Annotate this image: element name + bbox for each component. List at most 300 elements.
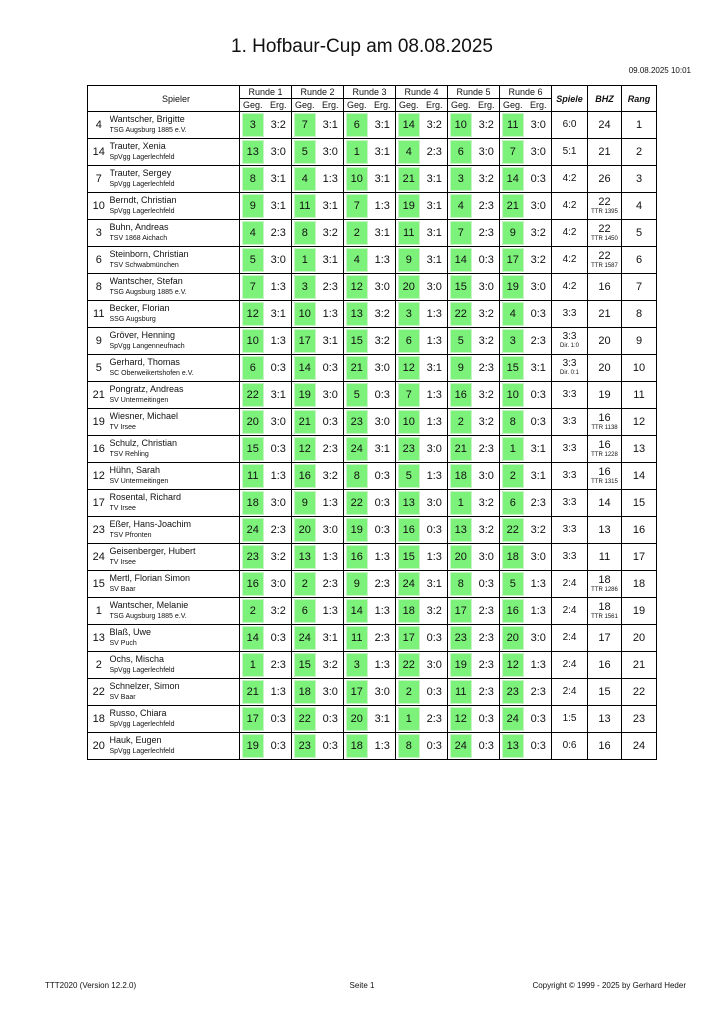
opponent-cell xyxy=(344,382,370,409)
result-cell: 2:3 xyxy=(478,443,494,455)
games-header: Spiele xyxy=(552,86,588,112)
round-header: Runde 2 xyxy=(292,86,344,99)
bhz-cell xyxy=(588,490,622,517)
result-cell: 3:2 xyxy=(426,605,442,617)
opponent-cell xyxy=(448,382,474,409)
opponent-cell xyxy=(240,247,266,274)
opponent-cell xyxy=(500,706,526,733)
opponent-cell xyxy=(292,247,318,274)
player-name: Rosental, Richard xyxy=(109,492,182,502)
opponent-number: 3 xyxy=(294,275,316,299)
result-cell: 1:3 xyxy=(374,200,390,212)
games-value: 3:3 xyxy=(562,389,577,400)
result-cell: 2:3 xyxy=(530,686,546,698)
opponent-number: 7 xyxy=(450,221,472,245)
opponent-number: 14 xyxy=(242,626,264,650)
opponent-number: 17 xyxy=(398,626,420,650)
player-name: Schulz, Christian xyxy=(109,438,178,448)
result-cell: 0:3 xyxy=(270,713,286,725)
opponent-number: 2 xyxy=(502,464,524,488)
table-row xyxy=(88,463,657,490)
opponent-cell xyxy=(240,517,266,544)
table-row xyxy=(88,571,657,598)
opponent-cell xyxy=(240,733,266,760)
player-club: TSV 1868 Aichach xyxy=(109,235,168,242)
result-cell: 3:2 xyxy=(478,416,494,428)
footer-copyright: Copyright © 1999 - 2025 by Gerhard Heder xyxy=(532,981,686,990)
table-row xyxy=(88,328,657,355)
opponent-number: 23 xyxy=(294,734,316,758)
opponent-cell xyxy=(292,166,318,193)
rank-cell: 6 xyxy=(622,247,657,274)
opponent-cell xyxy=(240,706,266,733)
round-header: Runde 5 xyxy=(448,86,500,99)
result-cell: 0:3 xyxy=(530,713,546,725)
opponent-header: Geg. xyxy=(500,99,526,112)
bhz-cell xyxy=(588,220,622,247)
opponent-cell xyxy=(292,193,318,220)
opponent-number: 6 xyxy=(242,356,264,380)
start-number: 22 xyxy=(92,686,105,698)
result-cell: 3:1 xyxy=(530,470,546,482)
opponent-cell xyxy=(396,139,422,166)
opponent-number: 5 xyxy=(450,329,472,353)
opponent-cell xyxy=(500,355,526,382)
table-row xyxy=(88,301,657,328)
player-name: Schnelzer, Simon xyxy=(109,681,180,691)
opponent-number: 10 xyxy=(242,329,264,353)
opponent-cell xyxy=(292,220,318,247)
opponent-number: 14 xyxy=(502,167,524,191)
bhz-cell xyxy=(588,652,622,679)
result-cell: 2:3 xyxy=(478,632,494,644)
player-club: SpVgg Lagerlechfeld xyxy=(109,721,175,728)
bhz-cell xyxy=(588,706,622,733)
result-cell: 3:0 xyxy=(270,416,286,428)
opponent-cell xyxy=(396,625,422,652)
opponent-number: 19 xyxy=(450,653,472,677)
player-name: Wiesner, Michael xyxy=(109,411,179,421)
games-cell xyxy=(552,328,588,355)
opponent-number: 24 xyxy=(346,437,368,461)
opponent-number: 16 xyxy=(398,518,420,542)
opponent-number: 21 xyxy=(294,410,316,434)
opponent-number: 19 xyxy=(242,734,264,758)
opponent-cell xyxy=(292,409,318,436)
opponent-cell xyxy=(500,409,526,436)
result-cell: 3:0 xyxy=(374,362,390,374)
opponent-cell xyxy=(344,409,370,436)
opponent-cell xyxy=(344,193,370,220)
opponent-cell xyxy=(500,490,526,517)
opponent-number: 22 xyxy=(398,653,420,677)
table-row xyxy=(88,490,657,517)
result-cell: 3:0 xyxy=(374,686,390,698)
table-row xyxy=(88,517,657,544)
result-cell: 1:3 xyxy=(530,605,546,617)
opponent-number: 17 xyxy=(502,248,524,272)
result-cell: 3:1 xyxy=(374,443,390,455)
opponent-number: 23 xyxy=(502,680,524,704)
opponent-cell xyxy=(448,490,474,517)
bhz-cell xyxy=(588,571,622,598)
opponent-cell xyxy=(344,652,370,679)
result-cell: 1:3 xyxy=(322,605,338,617)
games-value: 1:5 xyxy=(562,713,577,724)
player-name: Trauter, Sergey xyxy=(109,168,172,178)
start-number: 7 xyxy=(95,173,102,185)
opponent-cell xyxy=(344,625,370,652)
start-number: 15 xyxy=(92,578,105,590)
result-cell: 3:2 xyxy=(478,389,494,401)
bhz-cell xyxy=(588,625,622,652)
opponent-cell xyxy=(344,328,370,355)
opponent-number: 11 xyxy=(450,680,472,704)
bhz-cell xyxy=(588,409,622,436)
opponent-number: 7 xyxy=(502,140,524,164)
opponent-cell xyxy=(240,112,266,139)
result-cell: 2:3 xyxy=(478,362,494,374)
player-cell xyxy=(110,652,240,679)
result-header: Erg. xyxy=(530,100,547,110)
round-header: Runde 1 xyxy=(240,86,292,99)
opponent-number: 21 xyxy=(502,194,524,218)
result-cell: 3:1 xyxy=(426,254,442,266)
page-title: 1. Hofbaur-Cup am 08.08.2025 xyxy=(231,36,493,57)
table-row xyxy=(88,679,657,706)
table-row xyxy=(88,598,657,625)
opponent-cell xyxy=(396,328,422,355)
opponent-number: 2 xyxy=(294,572,316,596)
bhz-cell xyxy=(588,463,622,490)
result-cell: 3:1 xyxy=(426,578,442,590)
games-cell xyxy=(552,625,588,652)
opponent-cell xyxy=(448,598,474,625)
table-row xyxy=(88,193,657,220)
player-name: Ochs, Mischa xyxy=(109,654,165,664)
opponent-number: 13 xyxy=(242,140,264,164)
opponent-number: 22 xyxy=(294,707,316,731)
result-cell: 3:0 xyxy=(322,686,338,698)
opponent-cell xyxy=(292,571,318,598)
opponent-number: 18 xyxy=(242,491,264,515)
opponent-number: 16 xyxy=(346,545,368,569)
player-club: SpVgg Lagerlechfeld xyxy=(109,748,175,755)
start-number: 23 xyxy=(92,524,105,536)
opponent-number: 14 xyxy=(398,113,420,137)
player-name: Becker, Florian xyxy=(109,303,170,313)
opponent-cell xyxy=(344,571,370,598)
result-cell: 0:3 xyxy=(530,173,546,185)
player-name: Pongratz, Andreas xyxy=(109,384,184,394)
games-value: 3:3 xyxy=(562,524,577,535)
opponent-number: 20 xyxy=(450,545,472,569)
opponent-cell xyxy=(396,301,422,328)
opponent-cell xyxy=(240,652,266,679)
opponent-number: 3 xyxy=(346,653,368,677)
opponent-cell xyxy=(396,679,422,706)
games-cell xyxy=(552,355,588,382)
games-value: 4:2 xyxy=(562,200,577,211)
result-cell: 3:2 xyxy=(426,119,442,131)
opponent-cell xyxy=(396,490,422,517)
opponent-number: 14 xyxy=(346,599,368,623)
result-cell: 3:1 xyxy=(374,146,390,158)
opponent-number: 7 xyxy=(294,113,316,137)
opponent-number: 4 xyxy=(242,221,264,245)
bhz-value: 21 xyxy=(598,307,611,320)
opponent-number: 15 xyxy=(502,356,524,380)
bhz-value: 22 xyxy=(598,195,611,208)
opponent-cell xyxy=(500,139,526,166)
result-cell: 0:3 xyxy=(270,362,286,374)
player-club: SpVgg Lagerlechfeld xyxy=(109,208,175,215)
opponent-number: 7 xyxy=(346,194,368,218)
opponent-number: 4 xyxy=(398,140,420,164)
opponent-number: 15 xyxy=(294,653,316,677)
games-cell xyxy=(552,571,588,598)
table-row xyxy=(88,274,657,301)
rank-cell: 5 xyxy=(622,220,657,247)
opponent-number: 23 xyxy=(242,545,264,569)
result-cell: 2:3 xyxy=(270,659,286,671)
opponent-cell xyxy=(292,544,318,571)
opponent-cell xyxy=(448,571,474,598)
opponent-number: 16 xyxy=(502,599,524,623)
result-cell: 2:3 xyxy=(322,578,338,590)
player-cell xyxy=(110,517,240,544)
result-cell: 0:3 xyxy=(270,632,286,644)
opponent-cell xyxy=(448,328,474,355)
games-value: 2:4 xyxy=(562,632,577,643)
opponent-number: 15 xyxy=(346,329,368,353)
result-cell: 0:3 xyxy=(322,740,338,752)
opponent-number: 4 xyxy=(502,302,524,326)
result-cell: 1:3 xyxy=(374,740,390,752)
games-cell xyxy=(552,733,588,760)
opponent-number: 8 xyxy=(242,167,264,191)
opponent-number: 10 xyxy=(502,383,524,407)
opponent-cell xyxy=(500,652,526,679)
result-cell: 0:3 xyxy=(426,632,442,644)
bhz-cell xyxy=(588,193,622,220)
start-number: 17 xyxy=(92,497,105,509)
result-cell: 3:2 xyxy=(530,254,546,266)
player-name: Wantscher, Melanie xyxy=(109,600,189,610)
opponent-number: 3 xyxy=(450,167,472,191)
opponent-cell xyxy=(292,679,318,706)
opponent-number: 17 xyxy=(294,329,316,353)
bhz-value: 16 xyxy=(598,438,611,451)
opponent-cell xyxy=(396,544,422,571)
result-cell: 3:1 xyxy=(322,119,338,131)
opponent-number: 9 xyxy=(398,248,420,272)
opponent-number: 4 xyxy=(294,167,316,191)
player-cell xyxy=(110,220,240,247)
result-cell: 3:2 xyxy=(530,227,546,239)
result-cell: 0:3 xyxy=(374,497,390,509)
opponent-cell xyxy=(448,220,474,247)
opponent-cell xyxy=(448,706,474,733)
opponent-number: 12 xyxy=(242,302,264,326)
bhz-value: 18 xyxy=(598,600,611,613)
games-cell xyxy=(552,112,588,139)
opponent-cell xyxy=(396,409,422,436)
opponent-cell xyxy=(396,436,422,463)
opponent-number: 5 xyxy=(398,464,420,488)
opponent-number: 8 xyxy=(398,734,420,758)
footer-version: TTT2020 (Version 12.2.0) xyxy=(45,981,137,990)
opponent-cell xyxy=(292,625,318,652)
table-row xyxy=(88,733,657,760)
result-header: Erg. xyxy=(426,100,443,110)
player-club: TV Irsee xyxy=(109,424,136,431)
opponent-number: 12 xyxy=(346,275,368,299)
bhz-cell xyxy=(588,679,622,706)
player-club: TSV Schwabmünchen xyxy=(109,262,179,269)
games-cell xyxy=(552,436,588,463)
start-number: 5 xyxy=(95,362,102,374)
player-cell xyxy=(110,274,240,301)
opponent-cell xyxy=(396,571,422,598)
opponent-cell xyxy=(292,706,318,733)
result-cell: 1:3 xyxy=(322,308,338,320)
result-cell: 3:0 xyxy=(270,146,286,158)
opponent-number: 13 xyxy=(294,545,316,569)
games-cell xyxy=(552,517,588,544)
opponent-cell xyxy=(500,544,526,571)
opponent-cell xyxy=(292,274,318,301)
opponent-number: 7 xyxy=(242,275,264,299)
player-name: Russo, Chiara xyxy=(109,708,167,718)
bhz-cell xyxy=(588,301,622,328)
result-cell: 0:3 xyxy=(426,686,442,698)
bhz-cell xyxy=(588,247,622,274)
opponent-cell xyxy=(344,733,370,760)
table-row xyxy=(88,355,657,382)
result-cell: 3:1 xyxy=(322,200,338,212)
games-cell xyxy=(552,463,588,490)
start-number: 8 xyxy=(95,281,102,293)
player-club: SV Baar xyxy=(109,586,136,593)
result-cell: 3:2 xyxy=(322,227,338,239)
opponent-number: 1 xyxy=(346,140,368,164)
opponent-cell xyxy=(292,436,318,463)
bhz-cell xyxy=(588,436,622,463)
start-number: 18 xyxy=(92,713,105,725)
opponent-number: 14 xyxy=(450,248,472,272)
rank-cell: 15 xyxy=(622,490,657,517)
opponent-number: 24 xyxy=(294,626,316,650)
player-club: TSV Rehling xyxy=(109,451,149,458)
result-cell: 3:2 xyxy=(374,335,390,347)
opponent-cell xyxy=(500,463,526,490)
opponent-number: 8 xyxy=(450,572,472,596)
player-name: Gerhard, Thomas xyxy=(109,357,180,367)
rank-cell: 13 xyxy=(622,436,657,463)
result-cell: 3:1 xyxy=(426,362,442,374)
opponent-number: 15 xyxy=(450,275,472,299)
opponent-number: 11 xyxy=(346,626,368,650)
opponent-cell xyxy=(500,598,526,625)
opponent-cell xyxy=(240,139,266,166)
opponent-cell xyxy=(344,517,370,544)
result-cell: 3:0 xyxy=(530,146,546,158)
ttr-value: TTR 1587 xyxy=(591,262,618,269)
result-cell: 3:1 xyxy=(270,200,286,212)
opponent-cell xyxy=(448,463,474,490)
games-cell xyxy=(552,139,588,166)
rank-cell: 12 xyxy=(622,409,657,436)
result-cell: 3:1 xyxy=(322,632,338,644)
table-row xyxy=(88,166,657,193)
result-cell: 1:3 xyxy=(374,605,390,617)
opponent-cell xyxy=(448,301,474,328)
opponent-number: 3 xyxy=(242,113,264,137)
result-cell: 3:1 xyxy=(374,173,390,185)
result-cell: 3:1 xyxy=(270,308,286,320)
table-header xyxy=(88,86,657,112)
player-name: Hauk, Eugen xyxy=(109,735,162,745)
opponent-number: 6 xyxy=(294,599,316,623)
player-cell xyxy=(110,490,240,517)
opponent-cell xyxy=(344,544,370,571)
opponent-number: 3 xyxy=(398,302,420,326)
opponent-number: 3 xyxy=(502,329,524,353)
result-cell: 1:3 xyxy=(530,578,546,590)
bhz-value: 16 xyxy=(598,411,611,424)
start-number: 13 xyxy=(92,632,105,644)
start-number: 2 xyxy=(95,659,102,671)
bhz-value: 16 xyxy=(598,280,611,293)
games-value: 3:3 xyxy=(562,358,577,369)
opponent-number: 8 xyxy=(502,410,524,434)
opponent-number: 5 xyxy=(242,248,264,272)
opponent-number: 19 xyxy=(346,518,368,542)
opponent-cell xyxy=(448,355,474,382)
rank-cell: 24 xyxy=(622,733,657,760)
result-cell: 1:3 xyxy=(374,659,390,671)
table-row xyxy=(88,409,657,436)
table-row xyxy=(88,544,657,571)
opponent-number: 18 xyxy=(450,464,472,488)
bhz-value: 16 xyxy=(598,658,611,671)
opponent-cell xyxy=(448,409,474,436)
opponent-number: 4 xyxy=(346,248,368,272)
opponent-number: 10 xyxy=(450,113,472,137)
games-value: 3:3 xyxy=(562,443,577,454)
start-number: 19 xyxy=(92,416,105,428)
opponent-number: 24 xyxy=(502,707,524,731)
result-cell: 0:3 xyxy=(374,524,390,536)
table-row xyxy=(88,382,657,409)
opponent-number: 22 xyxy=(450,302,472,326)
result-cell: 1:3 xyxy=(426,551,442,563)
games-value: 5:1 xyxy=(562,146,577,157)
player-club: SSG Augsburg xyxy=(109,316,156,323)
result-cell: 3:1 xyxy=(270,173,286,185)
player-cell xyxy=(110,247,240,274)
result-cell: 3:0 xyxy=(322,389,338,401)
player-club: TSG Augsburg 1885 e.V. xyxy=(109,613,187,620)
opponent-cell xyxy=(344,220,370,247)
opponent-number: 1 xyxy=(242,653,264,677)
opponent-cell xyxy=(344,463,370,490)
bhz-value: 11 xyxy=(598,550,611,563)
games-value: 3:3 xyxy=(562,308,577,319)
footer-page: Seite 1 xyxy=(349,981,375,990)
result-cell: 3:2 xyxy=(478,173,494,185)
